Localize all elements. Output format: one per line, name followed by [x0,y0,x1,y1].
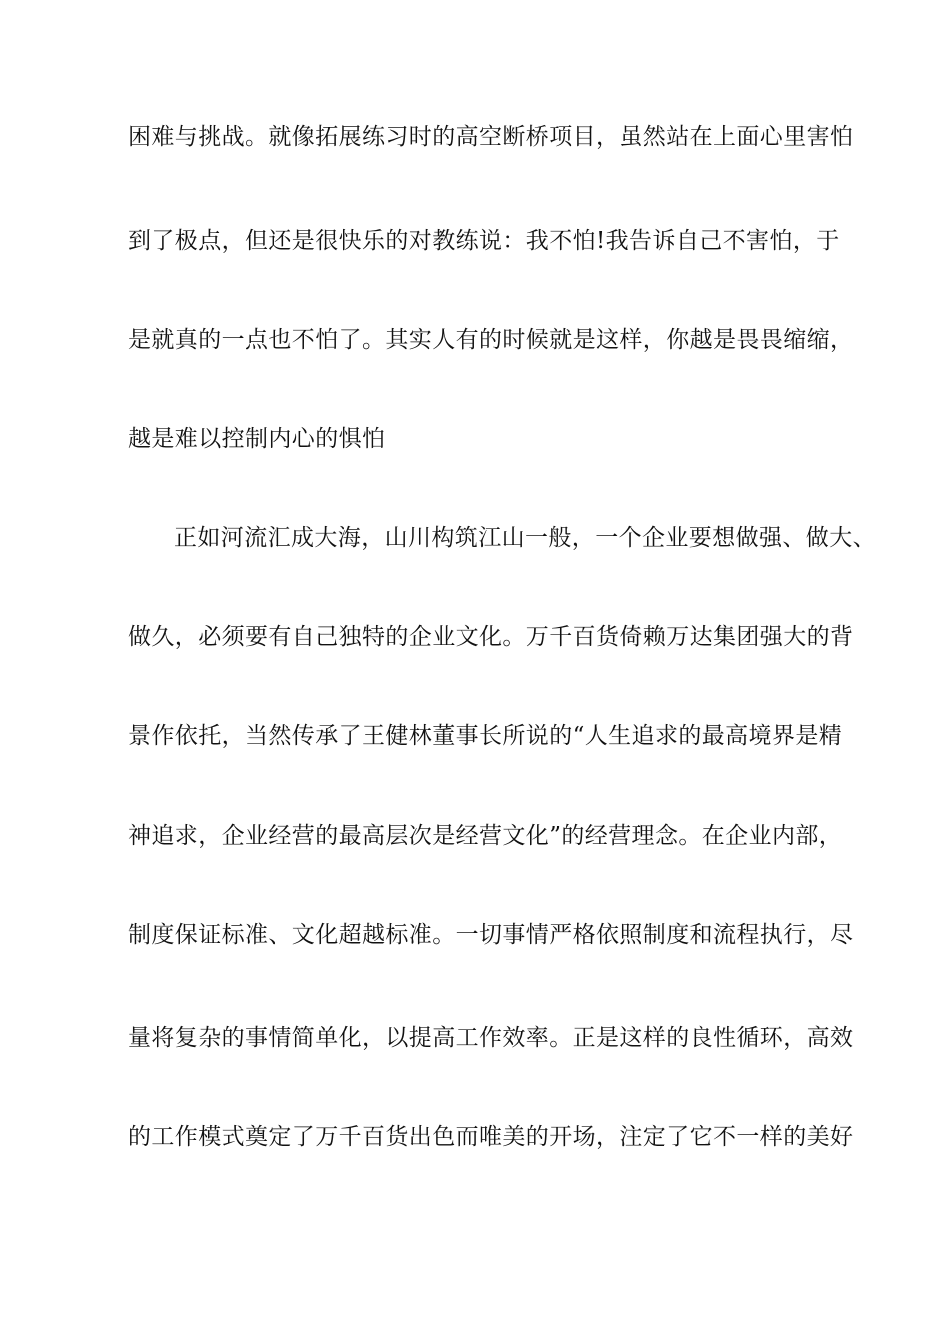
paragraph-1-line-1: 困难与挑战。就像拓展练习时的高空断桥项目，虽然站在上面心里害怕 [128,124,854,150]
paragraph-2-line-7: 的工作模式奠定了万千百货出色而唯美的开场，注定了它不一样的美好 [128,1124,854,1150]
paragraph-1-line-4: 越是难以控制内心的惧怕 [128,426,386,452]
paragraph-2-line-2: 做久，必须要有自己独特的企业文化。万千百货倚赖万达集团强大的背 [128,624,854,650]
paragraph-1-line-3: 是就真的一点也不怕了。其实人有的时候就是这样，你越是畏畏缩缩， [128,327,854,353]
paragraph-2-line-5: 制度保证标准、文化超越标准。一切事情严格依照制度和流程执行，尽 [128,922,854,948]
paragraph-1-line-2: 到了极点，但还是很快乐的对教练说：我不怕!我告诉自己不害怕，于 [128,228,840,254]
paragraph-2-line-4: 神追求，企业经营的最高层次是经营文化”的经营理念。在企业内部， [128,823,843,849]
paragraph-2-line-3: 景作依托，当然传承了王健林董事长所说的“人生追求的最高境界是精 [128,723,843,749]
paragraph-2-line-6: 量将复杂的事情简单化，以提高工作效率。正是这样的良性循环，高效 [128,1025,854,1051]
paragraph-2-line-1: 正如河流汇成大海，山川构筑江山一般，一个企业要想做强、做大、 [174,525,876,551]
